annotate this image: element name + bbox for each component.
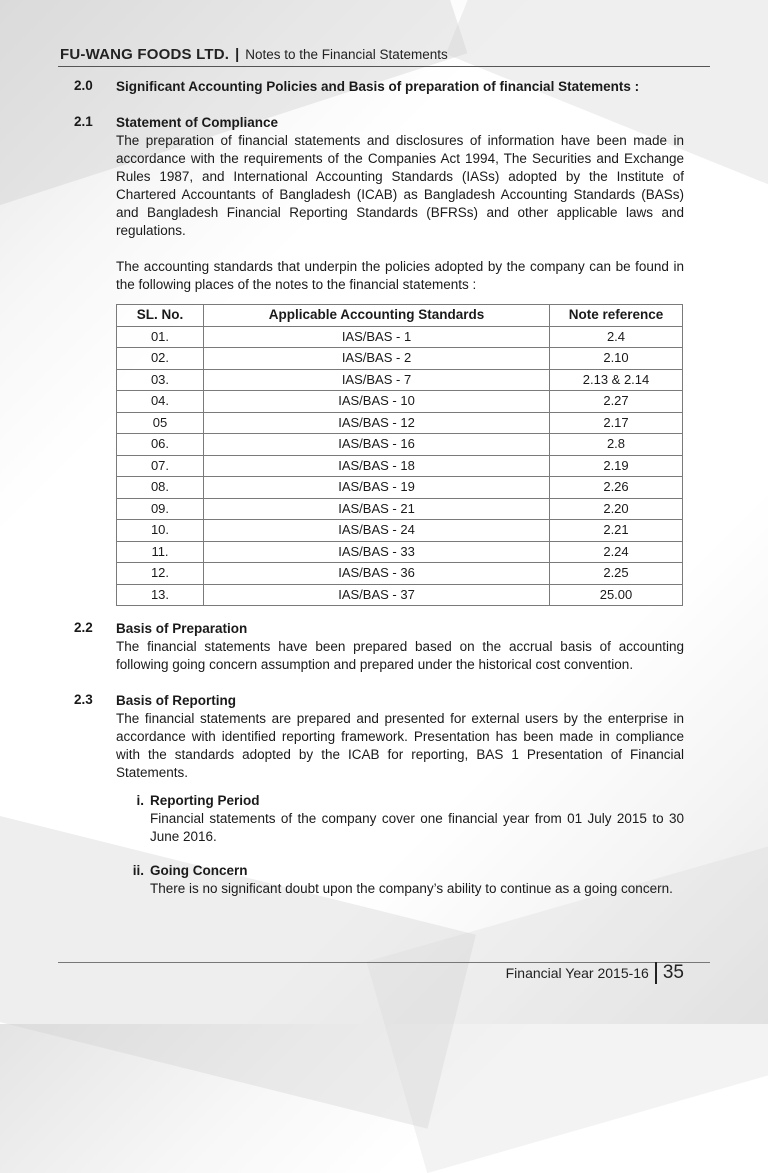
section-2-1	[74, 114, 684, 606]
standard-cell: IAS/BAS - 21	[204, 498, 550, 520]
table-row	[117, 563, 683, 585]
financial-year-label: Financial Year 2015-16	[505, 965, 649, 981]
standard-cell: IAS/BAS - 33	[204, 541, 550, 563]
table-row	[117, 455, 683, 477]
section-2-0	[74, 78, 684, 96]
subsection-number: i.	[136, 793, 144, 808]
note-reference-cell: 2.25	[550, 563, 683, 585]
standard-cell: IAS/BAS - 18	[204, 455, 550, 477]
note-reference-cell: 2.13 & 2.14	[550, 369, 683, 391]
serial-cell: 07.	[117, 455, 204, 477]
table-header-row	[117, 305, 683, 327]
table-row	[117, 584, 683, 606]
table-row	[117, 498, 683, 520]
table-body	[117, 326, 683, 606]
standard-cell: IAS/BAS - 2	[204, 348, 550, 370]
page-header	[60, 46, 708, 63]
standard-cell: IAS/BAS - 7	[204, 369, 550, 391]
preparation-paragraph: The financial statements have been prepared based on the accrual basis of accounting following going concern assumption and prepared under the historical cost convention.	[116, 639, 684, 672]
standard-cell: IAS/BAS - 1	[204, 326, 550, 348]
column-header: SL. No.	[117, 305, 204, 327]
serial-cell: 02.	[117, 348, 204, 370]
page-footer	[506, 962, 684, 984]
subsection-title: Reporting Period	[150, 793, 260, 808]
standard-cell: IAS/BAS - 24	[204, 520, 550, 542]
serial-cell: 05	[117, 412, 204, 434]
serial-cell: 12.	[117, 563, 204, 585]
table-row	[117, 541, 683, 563]
standard-cell: IAS/BAS - 19	[204, 477, 550, 499]
company-name: FU-WANG FOODS LTD.	[60, 46, 230, 63]
compliance-paragraph: The preparation of financial statements and disclosures of information have been made in accordance with the requirements of the Companies Act 1994, The Securities and Exchange Rules 1987, and International Accounting Standards (IASs) adopted by the Institute of Chartered Accountants of Bangladesh (ICAB) as Bangladesh Accounting Standards (BASs) and Bangladesh Financial Reporting Standards (BFRSs) and other applicable laws and regulations.	[116, 133, 684, 238]
reporting-paragraph: The financial statements are prepared and presented for external users by the enterprise in accordance with identified reporting framework. Presentation has been made in compliance with the standards adopted by the ICAB for reporting, BAS 1 Presentation of Financial Statements.	[116, 711, 684, 780]
note-reference-cell: 2.24	[550, 541, 683, 563]
serial-cell: 04.	[117, 391, 204, 413]
standard-cell: IAS/BAS - 36	[204, 563, 550, 585]
note-reference-cell: 2.20	[550, 498, 683, 520]
note-reference-cell: 2.17	[550, 412, 683, 434]
standard-cell: IAS/BAS - 16	[204, 434, 550, 456]
standards-intro-paragraph: The accounting standards that underpin the policies adopted by the company can be found in the following places of the notes to the financial statements :	[116, 259, 684, 292]
table-row	[117, 434, 683, 456]
standard-cell: IAS/BAS - 10	[204, 391, 550, 413]
column-header: Note reference	[550, 305, 683, 327]
table-row	[117, 477, 683, 499]
table-row	[117, 391, 683, 413]
subsection-title: Going Concern	[150, 863, 248, 878]
table-row	[117, 369, 683, 391]
section-2-2	[74, 620, 684, 674]
table-row	[117, 348, 683, 370]
serial-cell: 08.	[117, 477, 204, 499]
table-row	[117, 520, 683, 542]
table-row	[117, 412, 683, 434]
header-separator: |	[235, 47, 240, 63]
note-reference-cell: 2.10	[550, 348, 683, 370]
section-number: 2.1	[74, 114, 93, 129]
section-number: 2.3	[74, 692, 93, 707]
note-reference-cell: 2.19	[550, 455, 683, 477]
serial-cell: 03.	[117, 369, 204, 391]
header-section-title: Notes to the Financial Statements	[245, 47, 448, 62]
page-number: 35	[662, 962, 684, 983]
subsection-number: ii.	[132, 863, 144, 878]
page-content	[74, 78, 684, 898]
going-concern-paragraph: There is no significant doubt upon the company’s ability to continue as a going concern.	[150, 881, 673, 896]
serial-cell: 09.	[117, 498, 204, 520]
section-title: Basis of Preparation	[116, 621, 248, 636]
section-title: Significant Accounting Policies and Basis of preparation of financial Statements :	[116, 79, 640, 94]
standard-cell: IAS/BAS - 12	[204, 412, 550, 434]
section-title: Statement of Compliance	[116, 115, 279, 130]
table-row	[117, 326, 683, 348]
subsection-reporting-period	[116, 792, 684, 846]
note-reference-cell: 2.8	[550, 434, 683, 456]
reporting-period-paragraph: Financial statements of the company cover one financial year from 01 July 2015 to 30 June 2016.	[150, 811, 684, 844]
section-number: 2.0	[74, 78, 93, 93]
note-reference-cell: 2.27	[550, 391, 683, 413]
serial-cell: 01.	[117, 326, 204, 348]
serial-cell: 10.	[117, 520, 204, 542]
note-reference-cell: 2.4	[550, 326, 683, 348]
footer-separator	[655, 962, 657, 984]
note-reference-cell: 2.26	[550, 477, 683, 499]
column-header: Applicable Accounting Standards	[204, 305, 550, 327]
section-title: Basis of Reporting	[116, 693, 237, 708]
serial-cell: 11.	[117, 541, 204, 563]
serial-cell: 13.	[117, 584, 204, 606]
serial-cell: 06.	[117, 434, 204, 456]
section-2-3	[74, 692, 684, 898]
note-reference-cell: 25.00	[550, 584, 683, 606]
section-number: 2.2	[74, 620, 93, 635]
standards-table	[116, 304, 683, 606]
subsection-going-concern	[116, 862, 684, 898]
header-rule	[58, 66, 710, 67]
note-reference-cell: 2.21	[550, 520, 683, 542]
standard-cell: IAS/BAS - 37	[204, 584, 550, 606]
